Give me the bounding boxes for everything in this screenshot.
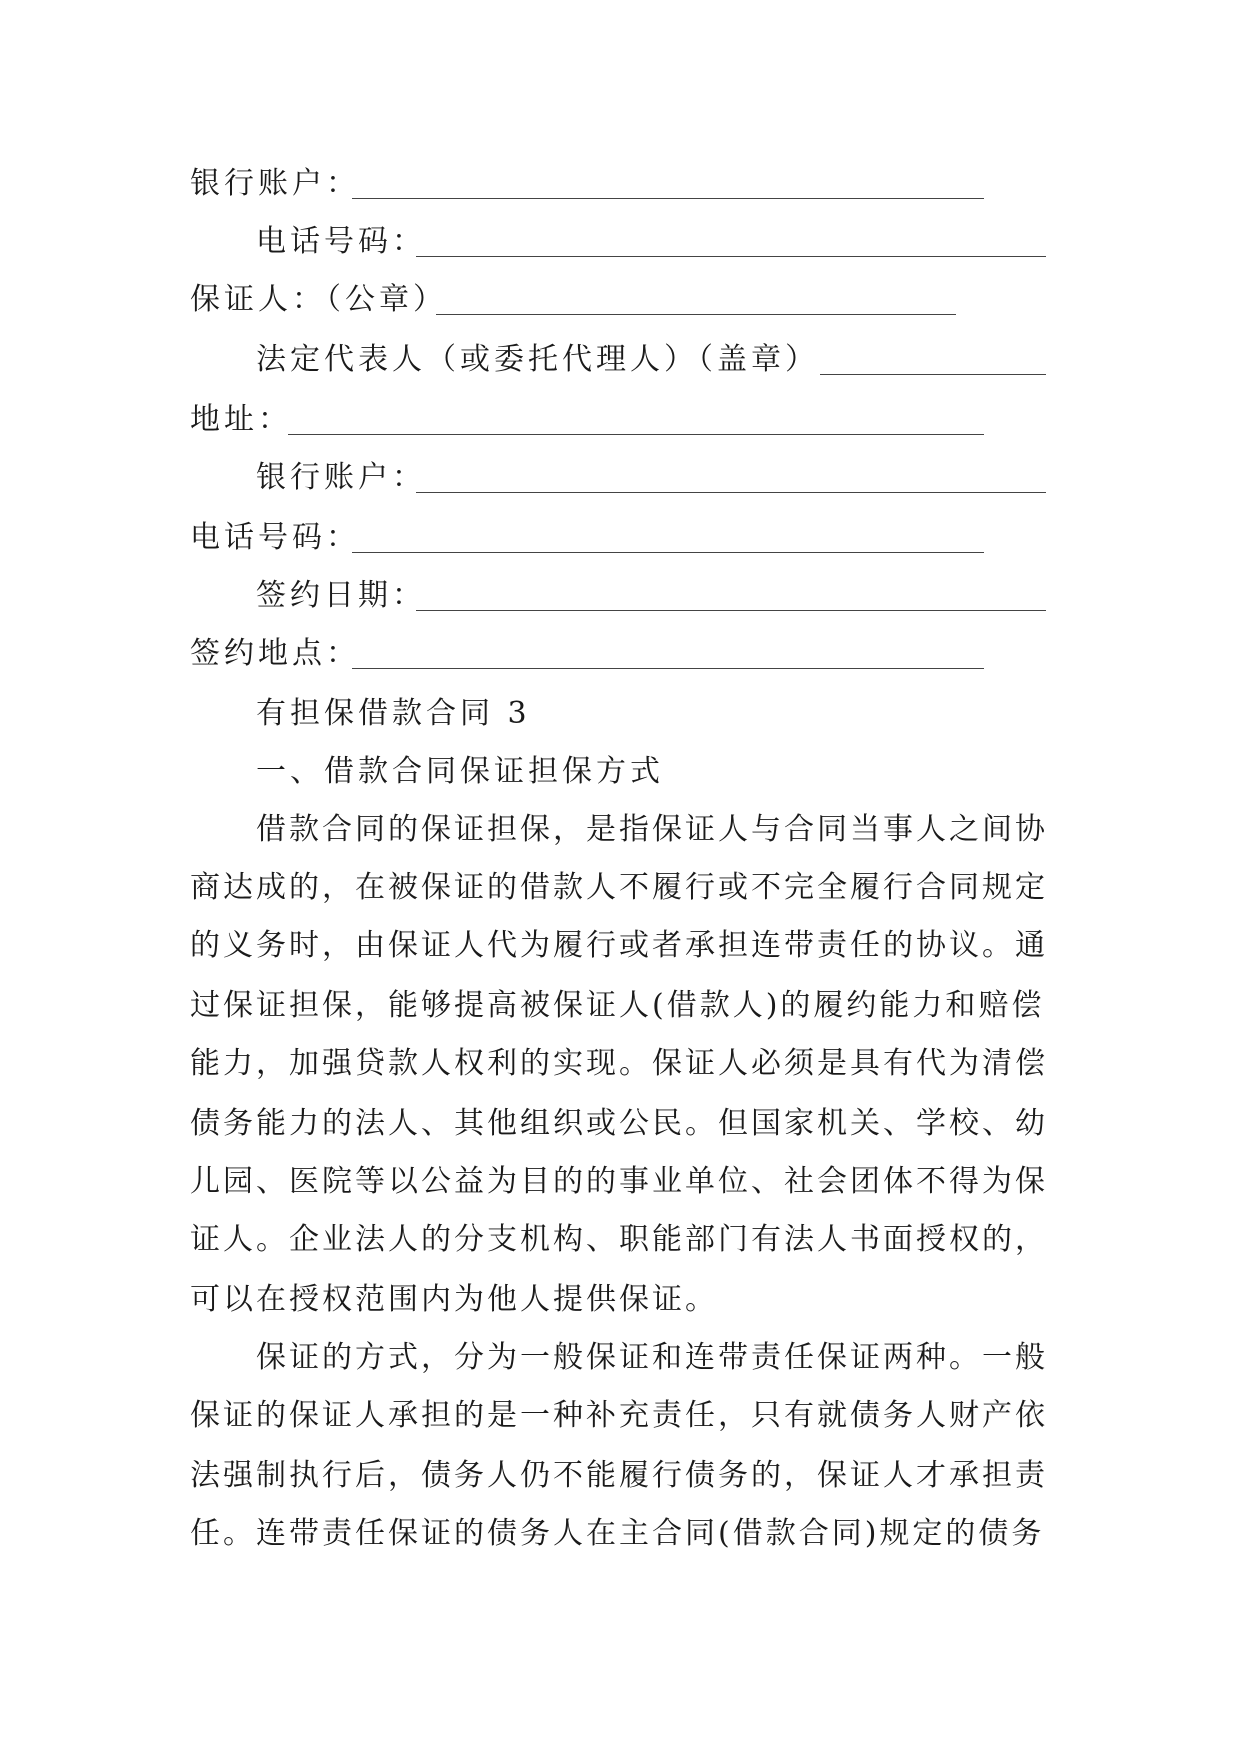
field-guarantor-label: 保证人：（公章） bbox=[190, 282, 447, 317]
field-sign-date-label: 签约日期： bbox=[256, 578, 426, 613]
field-sign-place-blank[interactable] bbox=[352, 668, 984, 669]
paragraph-line: 借款合同的保证担保，是指保证人与合同当事人之间协 bbox=[256, 812, 1048, 847]
field-phone-2-label: 电话号码： bbox=[190, 520, 360, 555]
paragraph-line: 证人。企业法人的分支机构、职能部门有法人书面授权的， bbox=[190, 1222, 1048, 1257]
paragraph-line: 能力，加强贷款人权利的实现。保证人必须是具有代为清偿 bbox=[190, 1046, 1048, 1081]
field-bank-account-label: 银行账户： bbox=[190, 166, 360, 201]
field-sign-place-label: 签约地点： bbox=[190, 636, 360, 671]
field-phone-label: 电话号码： bbox=[256, 224, 426, 259]
paragraph-line: 保证的方式，分为一般保证和连带责任保证两种。一般 bbox=[256, 1340, 1048, 1375]
field-phone-blank[interactable] bbox=[416, 256, 1046, 257]
paragraph-line: 商达成的，在被保证的借款人不履行或不完全履行合同规定 bbox=[190, 870, 1048, 905]
paragraph-line: 儿园、医院等以公益为目的的事业单位、社会团体不得为保 bbox=[190, 1164, 1048, 1199]
contract-heading: 有担保借款合同 3 bbox=[256, 696, 531, 731]
field-bank-account-2-label: 银行账户： bbox=[256, 460, 426, 495]
paragraph-line: 法强制执行后，债务人仍不能履行债务的，保证人才承担责 bbox=[190, 1458, 1048, 1493]
field-legal-rep-blank[interactable] bbox=[820, 374, 1046, 375]
field-address-label: 地址： bbox=[190, 402, 292, 437]
field-address-blank[interactable] bbox=[288, 434, 984, 435]
paragraph-line: 可以在授权范围内为他人提供保证。 bbox=[190, 1282, 718, 1317]
section-title: 一、借款合同保证担保方式 bbox=[256, 754, 664, 789]
field-bank-account-blank[interactable] bbox=[352, 198, 984, 199]
field-bank-account-2-blank[interactable] bbox=[416, 492, 1046, 493]
paragraph-line: 的义务时，由保证人代为履行或者承担连带责任的协议。通 bbox=[190, 928, 1048, 963]
paragraph-line: 过保证担保，能够提高被保证人(借款人)的履约能力和赔偿 bbox=[190, 988, 1045, 1023]
paragraph-line: 债务能力的法人、其他组织或公民。但国家机关、学校、幼 bbox=[190, 1106, 1048, 1141]
field-legal-rep-label: 法定代表人（或委托代理人）（盖章） bbox=[256, 342, 819, 377]
field-guarantor-blank[interactable] bbox=[436, 314, 956, 315]
field-phone-2-blank[interactable] bbox=[352, 552, 984, 553]
paragraph-line: 任。连带责任保证的债务人在主合同(借款合同)规定的债务 bbox=[190, 1516, 1045, 1551]
field-sign-date-blank[interactable] bbox=[416, 610, 1046, 611]
paragraph-line: 保证的保证人承担的是一种补充责任，只有就债务人财产依 bbox=[190, 1398, 1048, 1433]
